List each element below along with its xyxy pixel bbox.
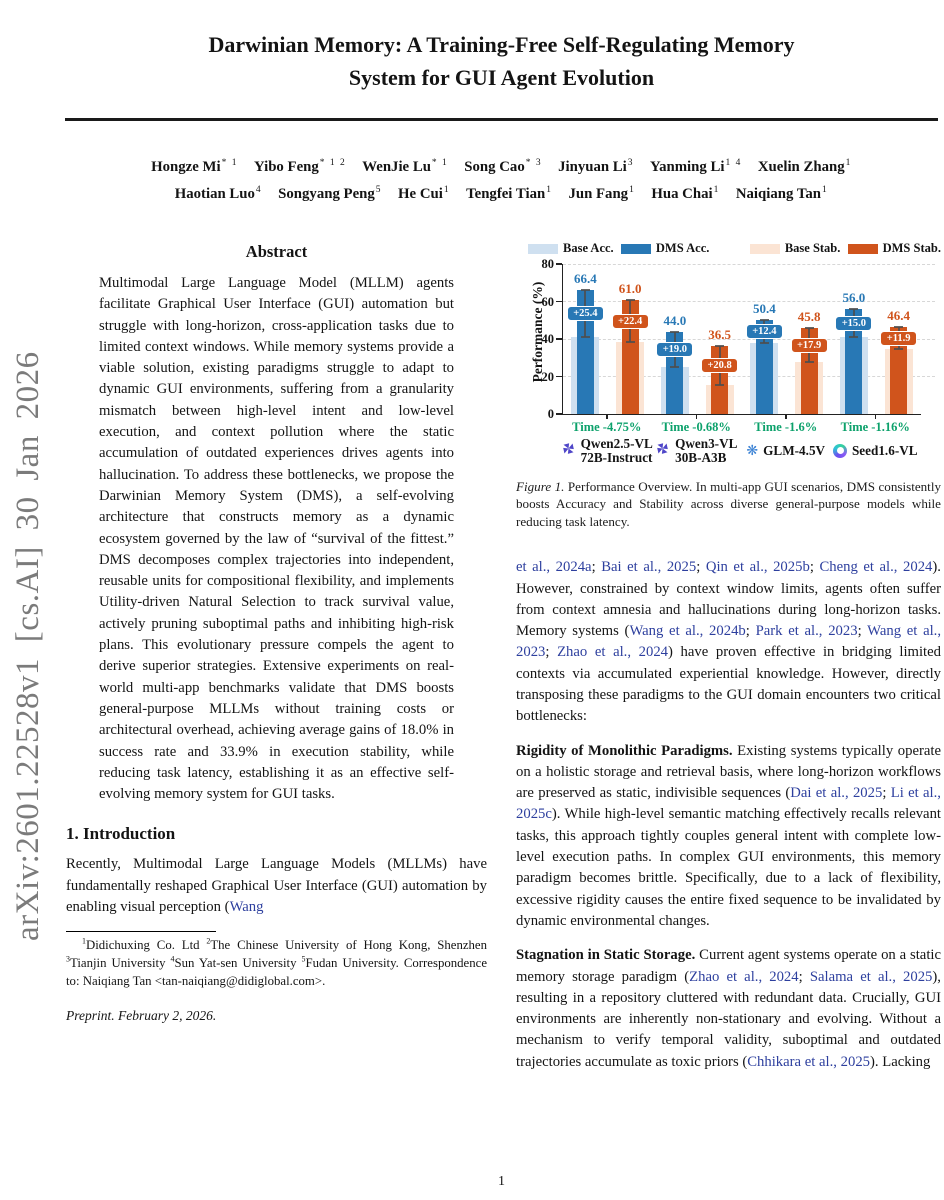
text-segment: Current agent systems operate on a static memory storage paradigm ( [516, 947, 942, 985]
error-bar-cap [894, 348, 903, 350]
citation-link[interactable]: Zhao et al., 2024 [557, 644, 669, 661]
author-list [65, 152, 938, 206]
error-bar-cap [715, 345, 724, 347]
error-bar-cap [760, 319, 769, 321]
text-segment: ) have proven effective in bridging limited contexts via accumulated experiential knowledge. However, directly transposing these paradigms to the GUI domain encounters two critical bottlenecks: [516, 644, 941, 725]
x-tick-mark [785, 415, 787, 419]
text-segment: ). While high-level semantic matching effectively recalls relevant tasks, this approach tightly couples general intent with complete low-level execution paths. In complex GUI environments, this memory paradigm becomes brittle. Specifically, due to a lack of flexibility, excessive rigidity causes the entire fixed sequence to be invalidated by dynamic environmental changes. [516, 806, 941, 929]
time-reduction-label: Time -4.75% [572, 420, 642, 434]
citation-link[interactable]: Salama et al., 2025 [809, 968, 933, 985]
introduction-paragraph [66, 854, 487, 918]
abstract-heading: Abstract [245, 242, 308, 261]
y-tick-mark [556, 301, 562, 303]
y-tick-mark [556, 413, 562, 415]
y-tick-mark [556, 376, 562, 378]
model-label [800, 435, 944, 467]
legend-label: Base Stab. [784, 241, 841, 255]
citation-link[interactable]: Zhao et al., 2024 [689, 968, 799, 985]
legend-label: DMS Acc. [655, 241, 710, 255]
author: Song Cao$^{* 3}$ [464, 158, 543, 175]
y-tick-label: 20 [541, 369, 554, 384]
error-bar-cap [805, 327, 814, 329]
x-tick-mark [696, 415, 698, 419]
value-label: 66.4 [574, 270, 597, 286]
legend-item [750, 241, 841, 256]
citation-link[interactable]: Cheng et al., 2024 [819, 559, 933, 576]
text-segment: ; [857, 623, 868, 640]
legend-label: DMS Stab. [882, 241, 941, 255]
citation-link[interactable]: Qin et al., 2025b [705, 559, 810, 576]
error-bar-cap [894, 326, 903, 328]
y-tick-mark [556, 263, 562, 265]
error-bar-cap [626, 341, 635, 343]
citation-link[interactable]: Wang et al., 2024b [629, 623, 746, 640]
legend-swatch-base-stab- [750, 244, 780, 254]
abstract-text: Multimodal Large Language Model (MLLM) agents facilitate Graphical User Interface (GUI) automation but struggle with long-horizon, cross-application tasks due to limited context windows. While memory systems provide a viable solution, existing paradigms struggle to adapt to dynamic GUI environments, suffering from a granularity mismatch between high-level intent and low-level execution, and context pollution where the static accumulation of outdated experiences drives agents into hallucination. To address these bottlenecks, we propose the Darwinian Memory System (DMS), a self-evolving architecture that constructs memory as a dynamic ecosystem governed by the law of “survival of the fittest.” DMS decomposes complex trajectories into independent, reusable units for compositional flexibility, and implements Utility-driven Natural Selection to track survival value, actively pruning suboptimal paths and inhibiting high-risk plans. This evolutionary pressure compels the agent to derive superior strategies. Extensive experiments on real-world multi-app benchmarks validate that DMS boosts general-purpose MLLMs without training costs or architectural overhead, achieving average gains of 18.0% in success rate and 33.9% in execution stability, while reducing task latency, establishing it as an effective self-evolving memory system for GUI tasks. [99, 275, 454, 803]
value-label: 61.0 [618, 280, 642, 296]
error-bar-cap [626, 299, 635, 301]
author-line-2 [65, 179, 938, 206]
text-segment: Performance Overview. In multi-app GUI scenarios, DMS consistently boosts Accuracy and Stability across diverse general-purpose models while reducing task latency. [516, 479, 942, 529]
error-bar-cap [670, 366, 679, 368]
text-segment: 1 [82, 937, 86, 947]
author: Hongze Mi$^{* 1}$ [151, 158, 238, 175]
citation-link[interactable]: Park et al., 2023 [755, 623, 858, 640]
x-tick-mark [606, 415, 608, 419]
value-label: 46.4 [887, 308, 910, 323]
text-segment: ). Lacking [870, 1053, 931, 1070]
citation-link[interactable]: Dai et al., 2025 [790, 785, 883, 802]
text-segment: ; [809, 559, 820, 576]
gain-badge: +25.4 [567, 306, 604, 321]
gain-badge: +12.4 [746, 324, 783, 339]
citation-link[interactable]: Wang et al., 2023 [516, 623, 942, 661]
error-bar-cap [581, 289, 590, 291]
model-name: GLM-4.5V [763, 443, 826, 458]
figure-1-bar-chart [516, 238, 941, 470]
citation-link[interactable]: Li et al., 2025c [516, 785, 941, 823]
y-tick-label: 80 [541, 257, 554, 271]
qwen-logo-icon [561, 441, 576, 461]
value-label: 56.0 [842, 290, 866, 305]
footnote-rule [66, 931, 216, 932]
model-name: Qwen2.5-VL 72B-Instruct [580, 436, 653, 465]
value-label: 50.4 [753, 300, 776, 316]
citation-link[interactable]: Wang [229, 899, 264, 916]
text-segment: Stagnation in Static Storage. [516, 947, 696, 964]
gain-badge: +11.9 [880, 331, 917, 346]
text-segment: ; [696, 559, 706, 576]
text-segment: Rigidity of Monolithic Paradigms. [516, 742, 733, 759]
glm-logo-icon: ❋ [746, 443, 759, 459]
gain-badge: +17.9 [791, 338, 828, 353]
value-label: 44.0 [663, 312, 687, 328]
text-segment: ; [882, 785, 891, 802]
right-column [516, 238, 941, 1086]
author: Yanming $Li^{1 4}$ [650, 158, 742, 175]
preprint-notice: Preprint. February 2, 2026. [66, 1007, 217, 1023]
paper-title [65, 28, 938, 94]
value-label: 45.8 [797, 309, 821, 325]
gain-badge: +22.4 [612, 314, 649, 329]
text-segment: 3 [66, 954, 70, 964]
figure-1-caption [516, 478, 941, 530]
paragraph-context-limits [516, 557, 941, 727]
gain-badge: +20.8 [701, 358, 738, 373]
legend-label: Base Acc. [563, 241, 614, 255]
text-segment: Existing systems typically operate on a holistic storage and retrieval basis, where long-horizon workflows are preserved as static, indivisible sequences ( [516, 742, 941, 802]
legend-item [848, 241, 941, 256]
author: Jinyuan Li$^3$ [558, 158, 635, 175]
author: Hua Chai$^1$ [651, 184, 720, 202]
author: WenJie Lu$^{* 1}$ [362, 158, 449, 175]
text-segment: 2 [206, 937, 211, 947]
section-heading-introduction: 1. Introduction [66, 824, 176, 844]
qwen-logo-icon [655, 441, 670, 461]
error-bar-cap [760, 342, 769, 344]
affiliations-footnote [66, 937, 487, 990]
text-segment: ; [545, 644, 558, 661]
chart-legend [528, 241, 941, 256]
model-name: Qwen3-VL 30B-A3B [675, 436, 738, 465]
text-segment: ; [591, 559, 602, 576]
y-tick-label: 0 [547, 407, 554, 421]
text-segment: The Chinese University of Hong Kong, Shenzhen [210, 938, 488, 953]
text-segment: Recently, Multimodal Large Language Models (MLLMs) have fundamentally reshaped Graphical User Interface (GUI) automation by enabling visual perception ( [66, 856, 487, 916]
error-bar-cap [849, 308, 858, 310]
error-bar-cap [581, 336, 590, 338]
y-tick-mark [556, 338, 562, 340]
legend-swatch-dms-acc- [621, 244, 651, 254]
text-segment: Didichuxing Co. Ltd [85, 938, 207, 953]
x-tick-mark [875, 415, 877, 419]
author: Yibo Feng$^{* 1 2}$ [253, 158, 347, 175]
y-tick-label: 60 [541, 294, 554, 309]
page-number: 1 [498, 1174, 505, 1189]
paper-title-line1: Darwinian Memory: A Training-Free Self-Regulating Memory [208, 32, 795, 57]
citation-link[interactable]: et al., 2024a [516, 559, 592, 576]
author: Xuelin Zhang$^1$ [757, 158, 852, 175]
left-column [66, 240, 487, 1024]
plot-area [562, 264, 921, 415]
text-segment: Fudan University. Correspondence to: Naiqiang Tan <tan-naiqiang@didiglobal.com>. [66, 956, 487, 988]
author-line-1 [65, 152, 938, 179]
y-axis-label: Performance (%) [530, 281, 545, 383]
text-segment: 4 [170, 954, 175, 964]
gridline [563, 264, 935, 265]
seed-logo-icon [833, 444, 847, 458]
text-segment: 5 [301, 954, 306, 964]
author: Jun Fang$^1$ [568, 184, 636, 202]
text-segment: Sun Yat-sen University [174, 956, 302, 971]
legend-item [621, 241, 709, 256]
model-name: Seed1.6-VL [851, 443, 918, 458]
citation-link[interactable]: Bai et al., 2025 [601, 559, 697, 576]
header-rule [65, 118, 938, 121]
text-segment: ), resulting in a repository cluttered with redundant data. Crucially, GUI environments are inherently non-stationary and evolving. Without a mechanism to verify temporal validity, suboptimal and outdated trajectories accumulate as toxic priors ( [516, 968, 941, 1070]
paper-title-line2: System for GUI Agent Evolution [348, 65, 655, 90]
legend-swatch-dms-stab- [848, 244, 878, 254]
error-bar-cap [715, 384, 724, 386]
gain-badge: +19.0 [656, 342, 693, 357]
error-bar-cap [849, 336, 858, 338]
error-bar-cap [805, 361, 814, 363]
text-segment: ; [745, 623, 756, 640]
time-reduction-label: Time -1.6% [754, 420, 818, 434]
value-label: 36.5 [708, 326, 731, 342]
text-segment: Tianjin University [69, 956, 171, 971]
author: Songyang Peng$^5$ [278, 184, 383, 202]
y-tick-label: 40 [541, 332, 554, 346]
author: Naiqiang Tan$^1$ [735, 184, 829, 202]
text-segment: ; [798, 968, 810, 985]
time-reduction-label: Time -0.68% [661, 420, 731, 434]
author: Tengfei Tian$^1$ [466, 184, 553, 202]
error-bar-cap [670, 331, 679, 333]
time-reduction-label: Time -1.16% [840, 420, 910, 434]
citation-link[interactable]: Chhikara et al., 2025 [747, 1053, 871, 1070]
arxiv-watermark: arXiv:2601.22528v1 [cs.AI] 30 Jan 2026 [10, 351, 46, 941]
author: Haotian Luo$^4$ [174, 184, 263, 202]
text-segment: Figure 1. [516, 479, 565, 494]
author: He Cui$^1$ [398, 184, 451, 202]
text-segment: ). However, constrained by context window limits, agents often suffer from context amnesia and hallucinations during long-horizon tasks. Memory systems ( [516, 559, 941, 640]
paragraph-stagnation [516, 945, 941, 1073]
paragraph-rigidity [516, 741, 941, 933]
gain-badge: +15.0 [835, 316, 872, 331]
